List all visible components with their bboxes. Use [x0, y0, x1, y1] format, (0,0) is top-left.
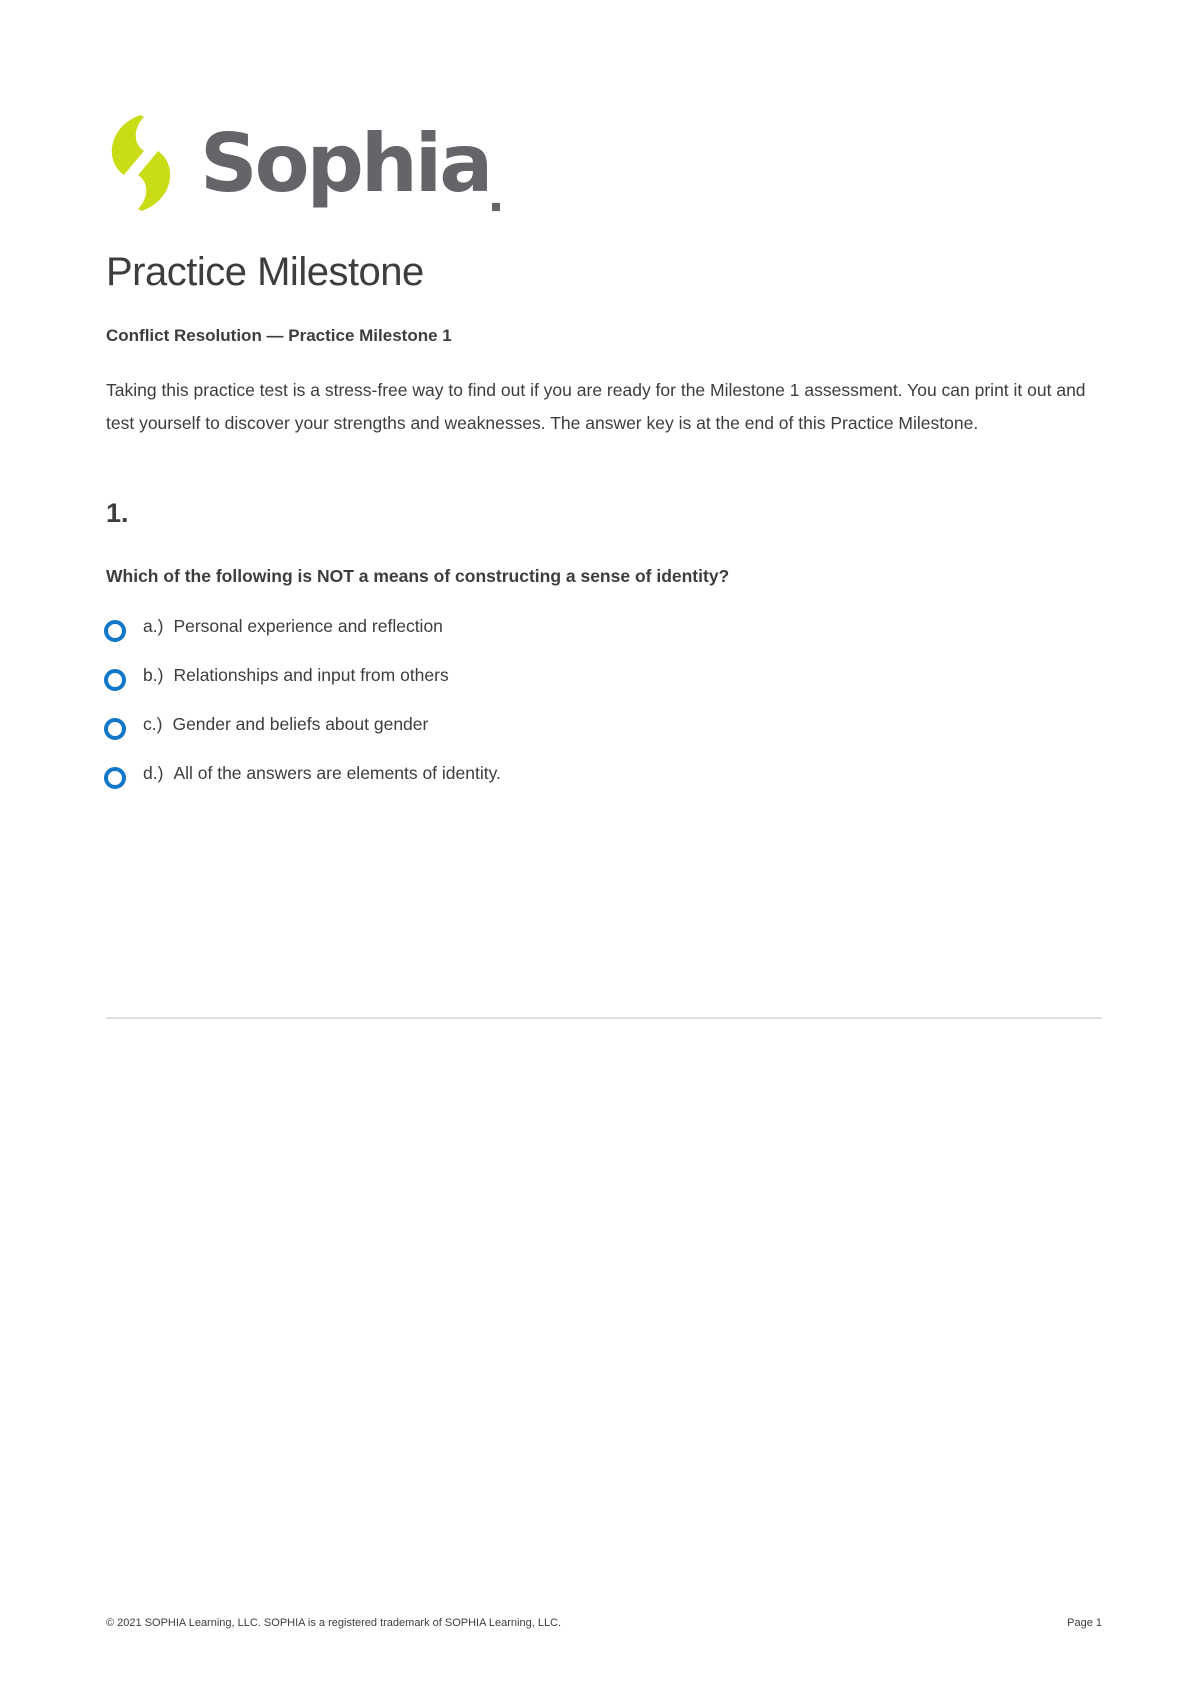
- option-text: Personal experience and reflection: [173, 616, 443, 636]
- footer-copyright: © 2021 SOPHIA Learning, LLC. SOPHIA is a registered trademark of SOPHIA Learning, LLC.: [106, 1617, 562, 1629]
- option-text: Gender and beliefs about gender: [172, 714, 429, 734]
- option-letter: a.): [143, 616, 164, 636]
- option-b[interactable]: [104, 665, 503, 692]
- question-number: 1.: [106, 498, 129, 528]
- footer-page-number: Page 1: [1067, 1617, 1102, 1629]
- answer-options: [104, 616, 503, 812]
- section-divider: [106, 1017, 1102, 1019]
- intro-paragraph: Taking this practice test is a stress-free way to find out if you are ready for the Milestone 1 assessment. You can print it out and test yourself to discover your strengths and weaknesses. The answer key is at the end of this Practice Milestone.: [106, 380, 1086, 433]
- option-letter: c.): [143, 714, 163, 734]
- radio-icon[interactable]: [104, 718, 126, 740]
- subtitle: Conflict Resolution — Practice Milestone 1: [106, 326, 452, 345]
- logo-wordmark: Sophia: [200, 117, 491, 210]
- option-d[interactable]: [104, 763, 503, 790]
- option-text: All of the answers are elements of identity.: [173, 763, 501, 783]
- sophia-logo-icon: [104, 113, 178, 215]
- radio-icon[interactable]: [104, 669, 126, 691]
- logo-dot: [492, 203, 500, 211]
- radio-icon[interactable]: [104, 767, 126, 789]
- sophia-logo: [104, 113, 500, 215]
- option-text: Relationships and input from others: [173, 665, 449, 685]
- question-text: Which of the following is NOT a means of constructing a sense of identity?: [106, 566, 730, 586]
- radio-icon[interactable]: [104, 620, 126, 642]
- page-title: Practice Milestone: [106, 250, 424, 294]
- option-c[interactable]: [104, 714, 503, 741]
- option-a[interactable]: [104, 616, 503, 643]
- option-letter: d.): [143, 763, 164, 783]
- option-letter: b.): [143, 665, 164, 685]
